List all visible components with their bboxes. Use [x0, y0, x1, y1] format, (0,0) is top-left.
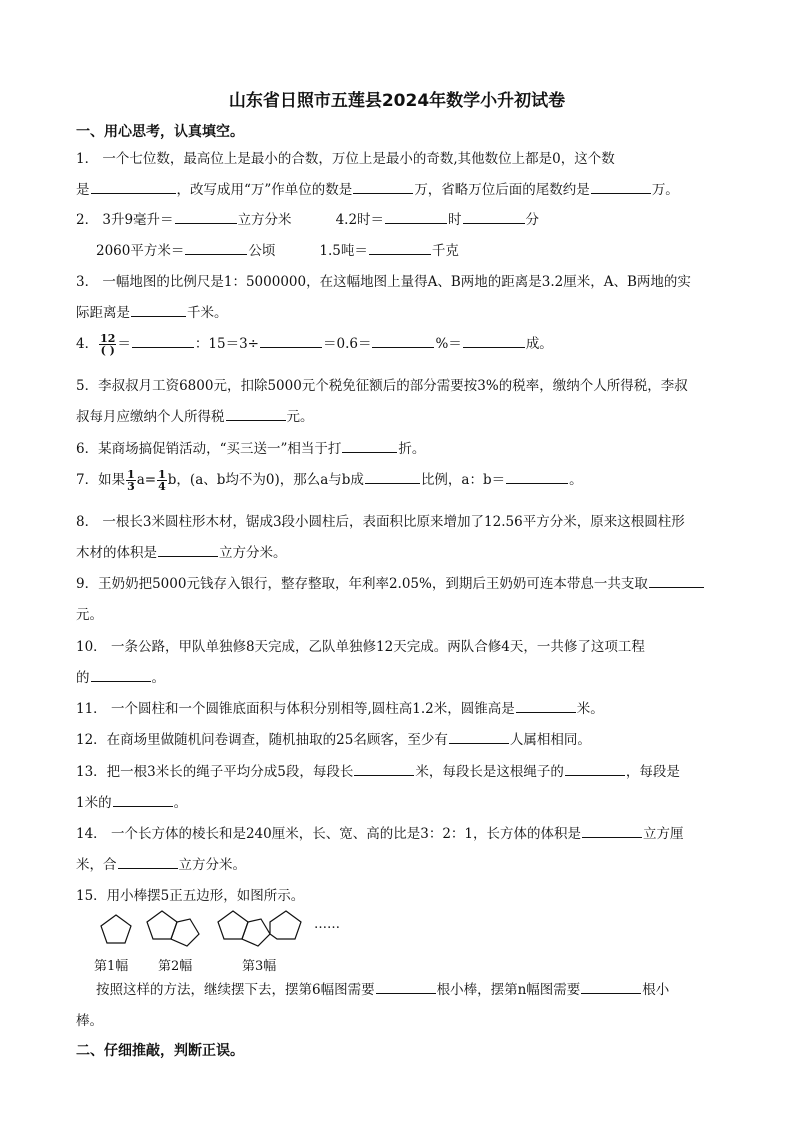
figure-caption-3: 第3幅	[242, 959, 277, 974]
section-heading-fill-in: 一、用心思考，认真填空。	[76, 124, 244, 140]
question-6: 6．某商场搞促销活动，“买三送一”相当于打 折。	[76, 437, 425, 457]
pentagon-shape	[101, 915, 131, 943]
ellipsis: ……	[314, 917, 340, 932]
question-12: 12．在商场里做随机问卷调查，随机抽取的25名顾客，至少有 人属相相同。	[76, 728, 591, 748]
fraction: $\frac{1}{4}$	[158, 468, 166, 493]
question-13-line-2: 1米的 。	[76, 791, 187, 811]
question-2-line-2: 2060平方米＝ 公顷 1.5吨＝ 千克	[96, 239, 459, 259]
answer-blank[interactable]	[385, 209, 447, 224]
question-11: 11． 一个圆柱和一个圆锥底面积与体积分别相等,圆柱高1.2米，圆锥高是 米。	[76, 697, 604, 717]
answer-blank[interactable]	[342, 438, 397, 453]
question-10-line-2: 的 。	[76, 666, 165, 686]
question-7: 7．如果 $\frac{1}{3}$ a= $\frac{1}{4}$ b，(a、b均不为0)，那么a与b成 比例，a：b＝ 。	[76, 468, 583, 493]
answer-blank[interactable]	[591, 179, 651, 194]
answer-blank[interactable]	[158, 542, 218, 557]
answer-blank[interactable]	[226, 406, 286, 421]
answer-blank[interactable]	[369, 240, 431, 255]
question-9-line-2: 元。	[76, 607, 103, 623]
answer-blank[interactable]	[365, 469, 420, 484]
question-1-line-1: 1． 一个七位数，最高位上是最小的合数，万位上是最小的奇数,其他数位上都是0，这个数	[76, 151, 615, 167]
answer-blank[interactable]	[582, 823, 642, 838]
pentagon-shape	[171, 919, 199, 946]
answer-blank[interactable]	[91, 667, 151, 682]
fraction: $\frac{12}{( )}$	[100, 332, 116, 357]
answer-blank[interactable]	[113, 792, 173, 807]
question-1-line-2: 是 ，改写成用“万”作单位的数是 万，省略万位后面的尾数约是 万。	[76, 178, 679, 198]
section-heading-true-false: 二、仔细推敲，判断正误。	[76, 1043, 244, 1059]
answer-blank[interactable]	[376, 979, 436, 994]
pentagon-figure	[90, 905, 370, 973]
question-3-line-2: 际距离是 千米。	[76, 301, 228, 321]
answer-blank[interactable]	[132, 333, 194, 348]
question-3-line-1: 3． 一幅地图的比例尺是1：5000000，在这幅地图上量得A、B两地的距离是3.2厘米，A、B两地的实	[76, 274, 691, 290]
fraction: $\frac{1}{3}$	[127, 468, 135, 493]
pentagon-shape	[270, 911, 301, 939]
answer-blank[interactable]	[449, 729, 509, 744]
question-9-line-1: 9．王奶奶把5000元钱存入银行，整存整取，年利率2.05%，到期后王奶奶可连本带息一共支取	[76, 572, 705, 592]
answer-blank[interactable]	[463, 333, 525, 348]
answer-blank[interactable]	[516, 698, 576, 713]
answer-blank[interactable]	[118, 854, 178, 869]
question-13-line-1: 13．把一根3米长的绳子平均分成5段，每段长 米，每段长是这根绳子的 ，每段是	[76, 760, 680, 780]
question-5-line-2: 叔每月应缴纳个人所得税 元。	[76, 405, 314, 425]
answer-blank[interactable]	[353, 179, 413, 194]
question-15-line-1: 15．用小棒摆5正五边形，如图所示。	[76, 888, 305, 904]
page-title: 山东省日照市五莲县2024年数学小升初试卷	[228, 91, 566, 111]
answer-blank[interactable]	[260, 333, 322, 348]
question-2-line-1: 2． 3升9毫升＝ 立方分米 4.2时＝ 时 分	[76, 208, 539, 228]
pentagon-shape	[242, 919, 270, 946]
question-8-line-1: 8． 一根长3米圆柱形木材，锯成3段小圆柱后，表面积比原来增加了12.56平方分米，原来这根圆柱形	[76, 514, 685, 530]
answer-blank[interactable]	[131, 302, 186, 317]
answer-blank[interactable]	[506, 469, 568, 484]
answer-blank[interactable]	[185, 240, 247, 255]
question-15-line-3: 棒。	[76, 1013, 103, 1029]
question-15-line-2: 按照这样的方法，继续摆下去，摆第6幅图需要 根小棒，摆第n幅图需要 根小	[96, 978, 669, 998]
question-14-line-1: 14． 一个长方体的棱长和是240厘米，长、宽、高的比是3：2：1，长方体的体积是 立方厘	[76, 822, 684, 842]
question-14-line-2: 米，合 立方分米。	[76, 853, 246, 873]
figure-caption-2: 第2幅	[158, 959, 193, 974]
answer-blank[interactable]	[565, 761, 625, 776]
question-8-line-2: 木材的体积是 立方分米。	[76, 541, 287, 561]
answer-blank[interactable]	[372, 333, 434, 348]
question-4: 4． $\frac{12}{( )}$ ＝ ：15＝3÷ ＝0.6＝ %＝ 成。	[76, 332, 553, 357]
figure-caption-1: 第1幅	[94, 959, 129, 974]
answer-blank[interactable]	[354, 761, 414, 776]
answer-blank[interactable]	[175, 209, 237, 224]
answer-blank[interactable]	[91, 179, 176, 194]
answer-blank[interactable]	[581, 979, 641, 994]
answer-blank[interactable]	[649, 573, 704, 588]
answer-blank[interactable]	[463, 209, 525, 224]
question-5-line-1: 5．李叔叔月工资6800元，扣除5000元个税免征额后的部分需要按3%的税率，缴纳个人所得税，李叔	[76, 378, 688, 394]
question-10-line-1: 10． 一条公路，甲队单独修8天完成，乙队单独修12天完成。两队合修4天，一共修了这项工程	[76, 639, 645, 655]
